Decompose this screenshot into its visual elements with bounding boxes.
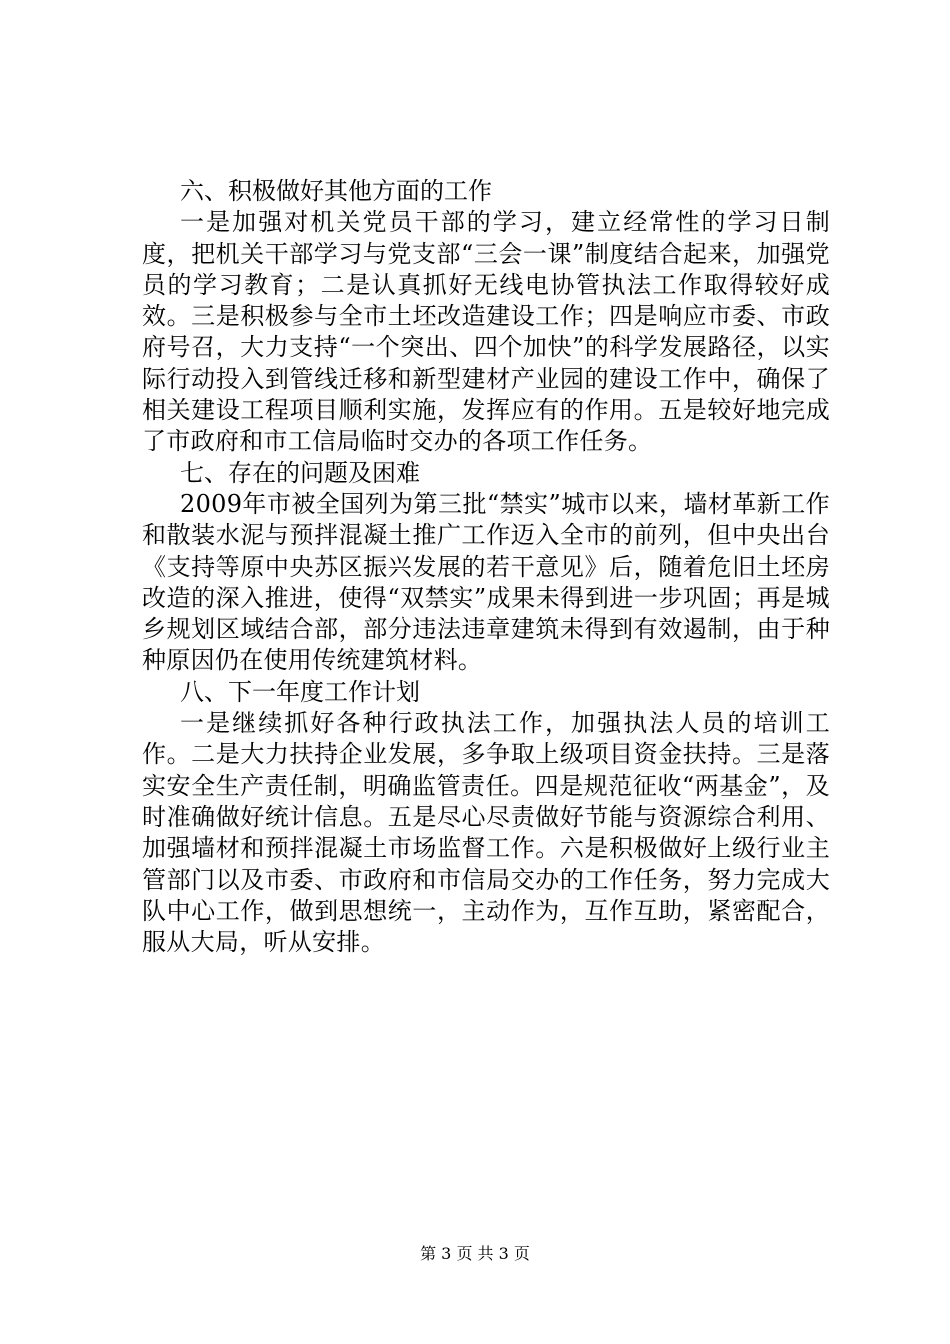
section-heading-8: 八、下一年度工作计划 [180, 677, 420, 706]
section-heading-7: 七、存在的问题及困难 [180, 458, 420, 487]
section-paragraph-8: 一是继续抓好各种行政执法工作，加强执法人员的培训工作。二是大力扶持企业发展，多争取上级项目资金扶持。三是落实安全生产责任制，明确监管责任。四是规范征收“两基金”，及时准确做好统计信息。五是尽心尽责做好节能与资源综合利用、加强墙材和预拌混凝土市场监督工作。六是积极做好上级行业主管部门以及市委、市政府和市信局交办的工作任务，努力完成大队中心工作，做到思想统一，主动作为，互作互助，紧密配合，服从大局，听从安排。 [142, 709, 830, 957]
section-paragraph-6: 一是加强对机关党员干部的学习，建立经常性的学习日制度，把机关干部学习与党支部“三会一课”制度结合起来，加强党员的学习教育；二是认真抓好无线电协管执法工作取得较好成效。三是积极参与全市土坯改造建设工作；四是响应市委、市政府号召，大力支持“一个突出、四个加快”的科学发展路径，以实际行动投入到管线迁移和新型建材产业园的建设工作中，确保了相关建设工程项目顺利实施，发挥应有的作用。五是较好地完成了市政府和市工信局临时交办的各项工作任务。 [142, 208, 830, 456]
page-footer: 第 3 页 共 3 页 [420, 1244, 530, 1263]
section-heading-6: 六、积极做好其他方面的工作 [180, 177, 492, 205]
section-paragraph-7: 2009年市被全国列为第三批“禁实”城市以来，墙材革新工作和散装水泥与预拌混凝土推广工作迈入全市的前列，但中央出台《支持等原中央苏区振兴发展的若干意见》后，随着危旧土坯房改造的深入推进，使得“双禁实”成果未得到进一步巩固；再是城乡规划区域结合部，部分违法违章建筑未得到有效遏制，由于种种原因仍在使用传统建筑材料。 [142, 489, 830, 675]
document-body [142, 176, 830, 958]
